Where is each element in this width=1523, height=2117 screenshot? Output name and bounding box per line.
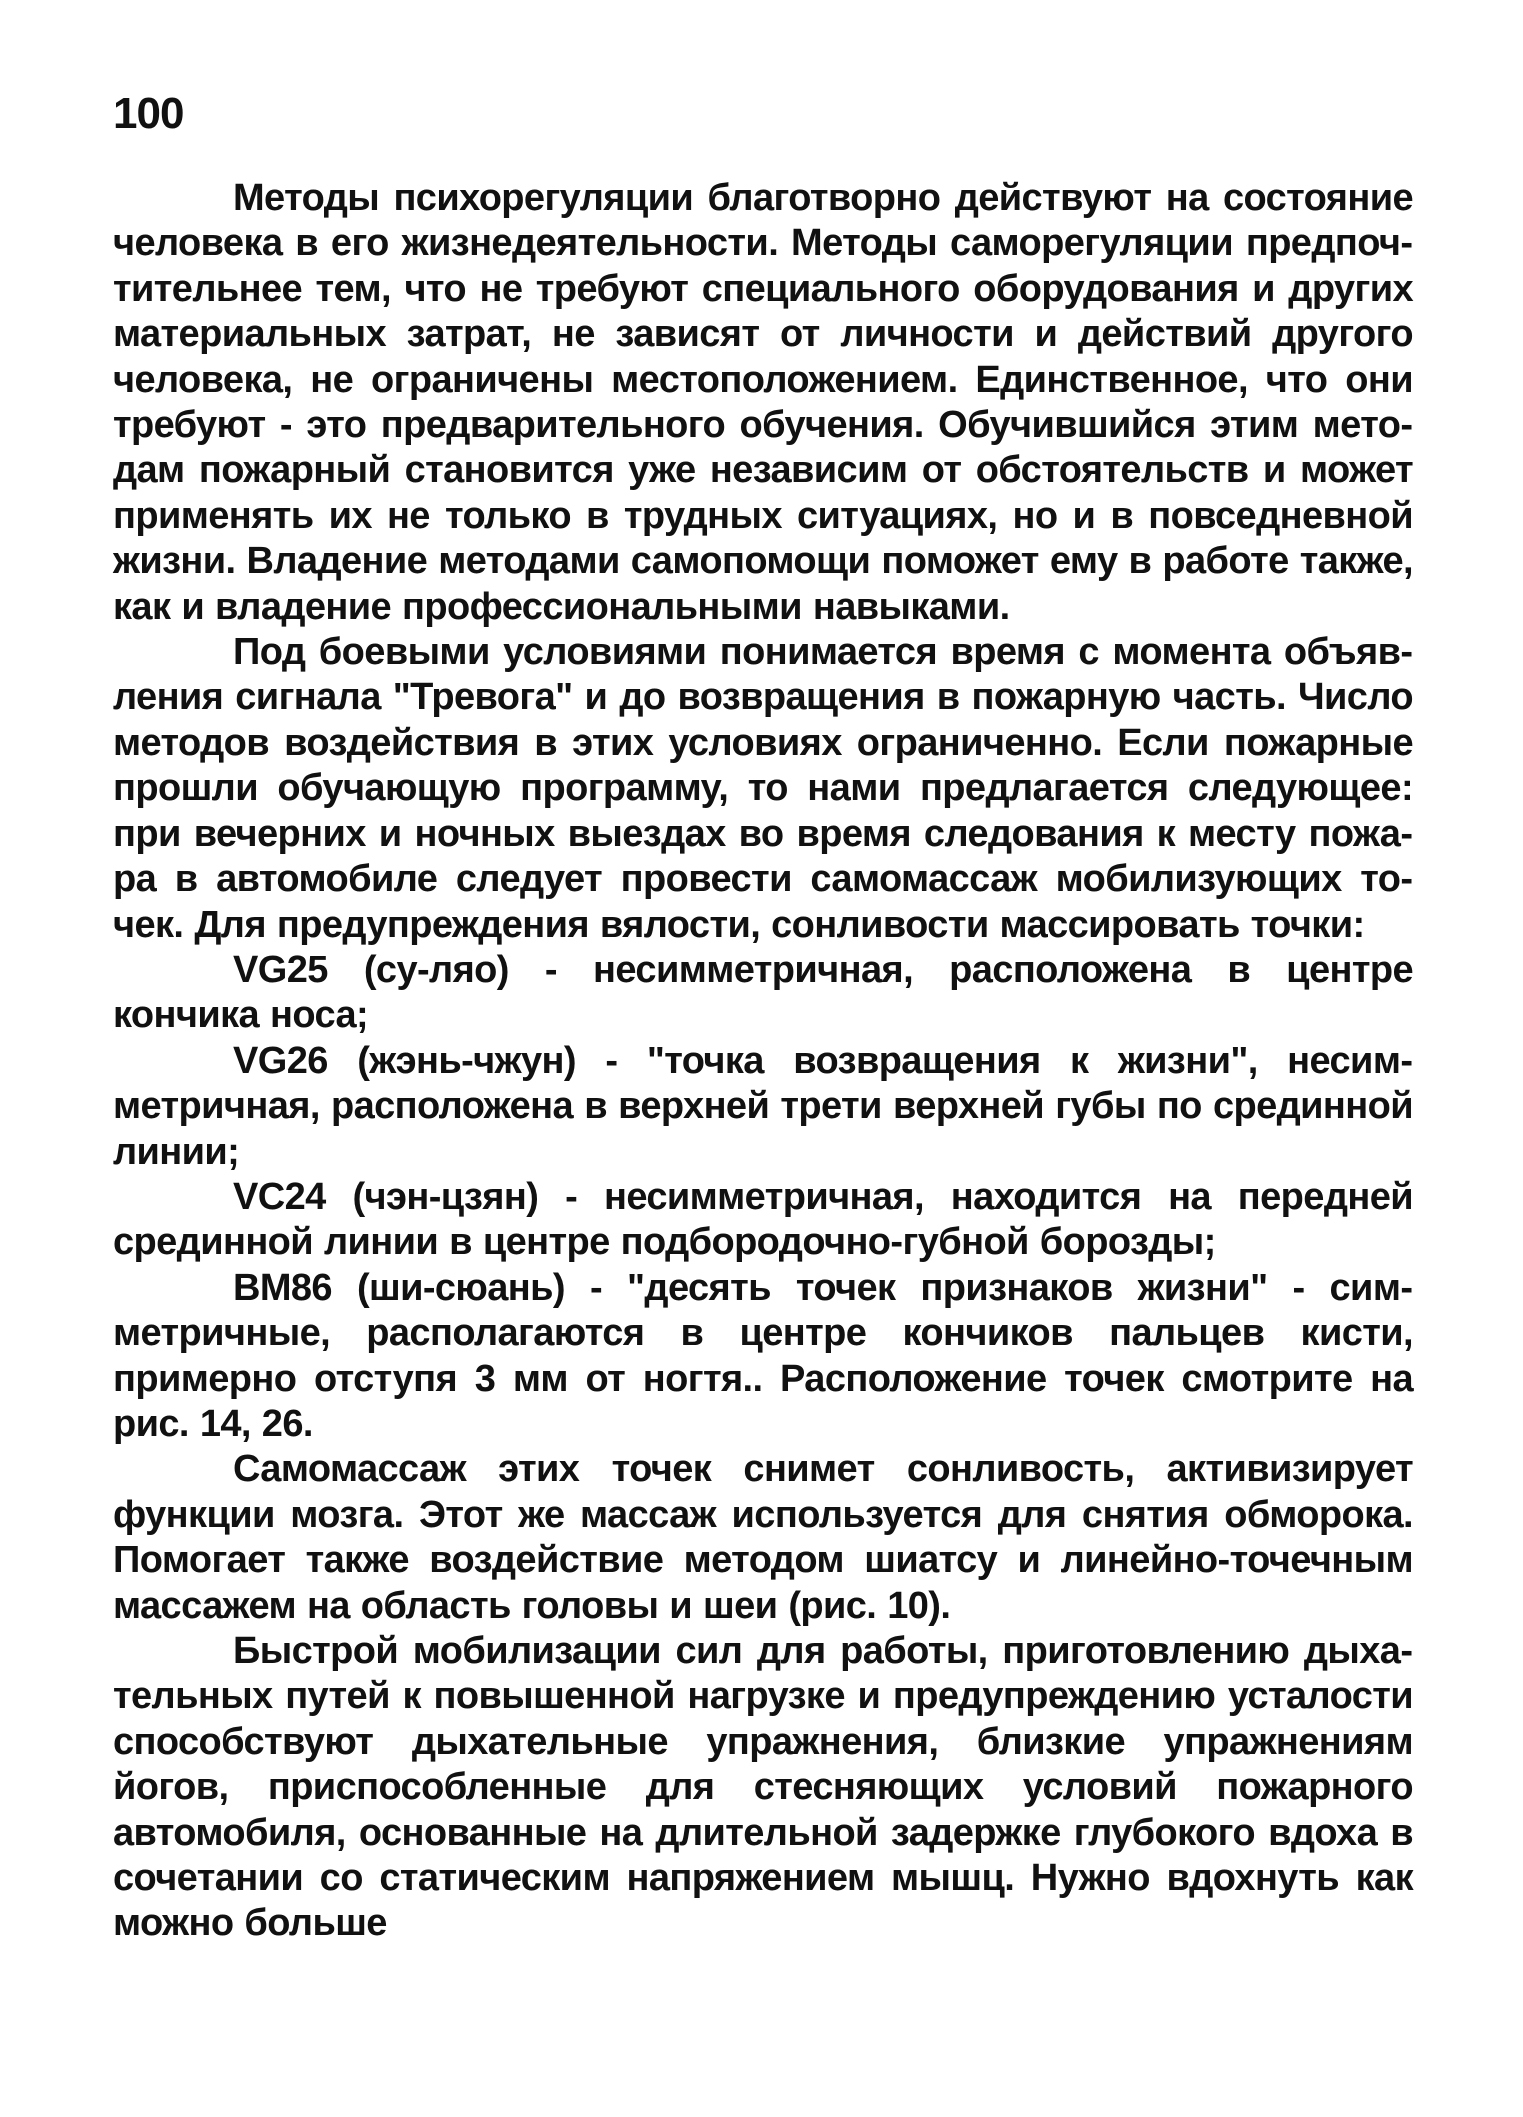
paragraph-point-vc24: VC24 (чэн-цзян) - несимметричная, находится на передней срединной линии в центре подбородочно-губной борозды; <box>113 1175 1413 1264</box>
paragraph-self-massage: Самомассаж этих точек снимет сонливость, активизирует функции мозга. Этот же массаж используется для снятия обморока. Помогает также воздействие методом шиатсу и линейно-точечным массажем на область головы и шеи (рис. 10). <box>113 1448 1413 1627</box>
page-number: 100 <box>113 89 184 138</box>
paragraph-breathing-exercises: Быстрой мобилизации сил для работы, приготовлению дыхательных путей к повышенной нагрузке и предупреждению усталости способствуют дыхательные упражнения, близкие упражнениям йогов, приспособленные для стесняющих условий пожарного автомобиля, основанные на длительной задержке глубокого вдоха в сочетании со статическим напряжением мышц. Нужно вдохнуть как можно больше <box>113 1630 1413 1945</box>
paragraph-psychoregulation: Методы психорегуляции благотворно действуют на состояние человека в его жизнедеятельности. Методы саморегуляции предпочтительнее тем, что не требуют специального оборудования и других материальных затрат, не зависят от личности и действий другого человека, не ограничены местоположением. Единственное, что они требуют - это предварительного обучения. Обучившийся этим методам пожарный становится уже независим от обстоятельств и может применять их не только в трудных ситуациях, но и в повседневной жизни. Владение методами самопомощи поможет ему в работе также, как и владение профессиональными навыками. <box>113 177 1413 628</box>
paragraph-point-vg26: VG26 (жэнь-чжун) - "точка возвращения к жизни", несимметричная, расположена в верхней трети верхней губы по срединной линии; <box>113 1039 1413 1173</box>
body-text <box>113 176 1413 1947</box>
paragraph-combat-conditions: Под боевыми условиями понимается время с момента объявления сигнала "Тревога" и до возвращения в пожарную часть. Число методов воздействия в этих условиях ограниченно. Если пожарные прошли обучающую программу, то нами предлагается следующее: при вечерних и ночных выездах во время следования к месту пожара в автомобиле следует провести самомассаж мобилизующих точек. Для предупреждения вялости, сонливости массировать точки: <box>113 631 1413 946</box>
paragraph-point-vg25: VG25 (су-ляо) - несимметричная, расположена в центре кончика носа; <box>113 948 1413 1037</box>
paragraph-point-bm86: ВМ86 (ши-сюань) - "десять точек признаков жизни" - симметричные, располагаются в центре кончиков пальцев кисти, примерно отступя 3 мм от ногтя.. Расположение точек смотрите на рис. 14, 26. <box>113 1266 1413 1445</box>
